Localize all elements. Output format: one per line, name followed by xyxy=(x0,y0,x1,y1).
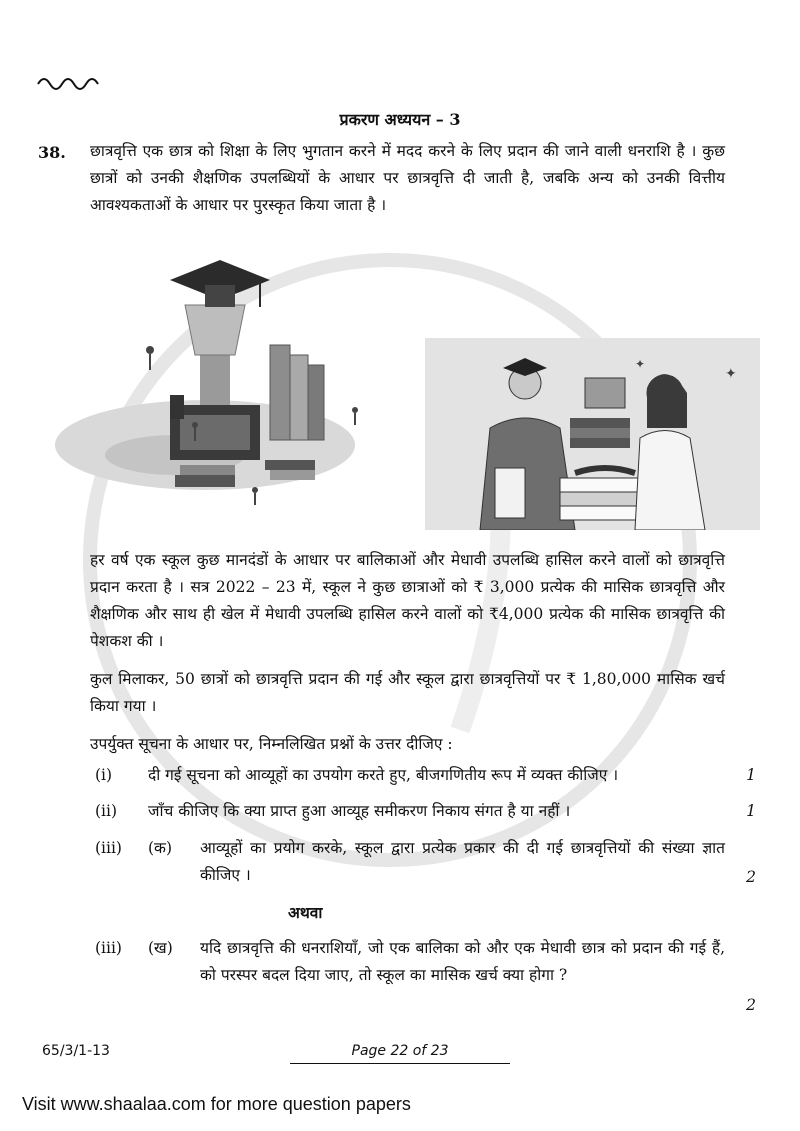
question-roman: (i) xyxy=(95,766,113,784)
or-label: अथवा xyxy=(288,903,323,922)
question-roman: (ii) xyxy=(95,802,118,820)
total-expense-paragraph: कुल मिलाकर, 50 छात्रों को छात्रवृत्ति प्रदान की गई और स्कूल द्वारा छात्रवृत्तियों पर ₹ 1,80,000 मासिक खर्च किया गया । xyxy=(90,670,725,715)
question-number: 38. xyxy=(38,143,66,162)
question-text: आव्यूहों का प्रयोग करके, स्कूल द्वारा प्रत्येक प्रकार की दी गई छात्रवृत्तियों की संख्या ज्ञात कीजिए । xyxy=(200,839,725,884)
section-title: प्रकरण अध्ययन – 3 xyxy=(339,110,461,129)
trophy-graduation-cap-books-icon xyxy=(55,245,365,510)
scholarship-details-paragraph: हर वर्ष एक स्कूल कुछ मानदंडों के आधार पर बालिकाओं और मेधावी उपलब्धि हासिल करने वालों को छात्रवृत्ति प्रदान करता है । सत्र 2022 – 23 में, स्कूल ने कुछ छात्राओं को ₹ 3,000 प्रत्येक की मासिक छात्रवृत्ति और शैक्षणिक और साथ ही खेल में मेधावी उपलब्धि हासिल करने वालों को ₹4,000 प्रत्येक की मासिक छात्रवृत्ति की पेशकश की । xyxy=(90,551,725,650)
svg-text:✦: ✦ xyxy=(635,357,646,371)
visit-website-link[interactable]: Visit www.shaalaa.com for more question papers xyxy=(22,1094,411,1114)
svg-text:✦: ✦ xyxy=(725,366,737,382)
squiggle-decoration-icon xyxy=(36,72,106,92)
paper-code: 65/3/1-13 xyxy=(42,1043,110,1059)
question-sub-label: (ख) xyxy=(148,939,173,957)
question-sub-label: (क) xyxy=(148,839,172,857)
students-handshake-money-books-icon xyxy=(425,338,760,530)
question-marks: 2 xyxy=(746,868,756,886)
instruction-paragraph: उपर्युक्त सूचना के आधार पर, निम्नलिखित प्रश्नों के उत्तर दीजिए : xyxy=(90,735,453,753)
question-roman: (iii) xyxy=(95,839,122,857)
question-roman: (iii) xyxy=(95,939,122,957)
intro-paragraph: छात्रवृत्ति एक छात्र को शिक्षा के लिए भुगतान करने में मदद करने के लिए प्रदान की जाने वाली धनराशि है । कुछ छात्रों को उनकी शैक्षणिक उपलब्धियों के आधार पर छात्रवृत्ति दी जाती है, जबकि अन्य को उनकी वित्तीय आवश्यकताओं के आधार पर पुरस्कृत किया जाता है । xyxy=(90,142,725,214)
question-text: यदि छात्रवृत्ति की धनराशियाँ, जो एक बालिका को और एक मेधावी छात्र को प्रदान की गई हैं, को परस्पर बदल दिया जाए, तो स्कूल का मासिक खर्च क्या होगा ? xyxy=(200,939,725,984)
question-marks: 2 xyxy=(746,996,756,1014)
question-item xyxy=(0,835,800,895)
question-marks: 1 xyxy=(746,802,756,820)
page-number: Page 22 of 23 xyxy=(290,1043,510,1064)
question-marks: 1 xyxy=(746,766,756,784)
question-text: जाँच कीजिए कि क्या प्राप्त हुआ आव्यूह समीकरण निकाय संगत है या नहीं । xyxy=(148,802,571,820)
question-text: दी गई सूचना को आव्यूहों का उपयोग करते हुए, बीजगणितीय रूप में व्यक्त कीजिए । xyxy=(148,766,619,784)
question-item xyxy=(0,935,800,1025)
